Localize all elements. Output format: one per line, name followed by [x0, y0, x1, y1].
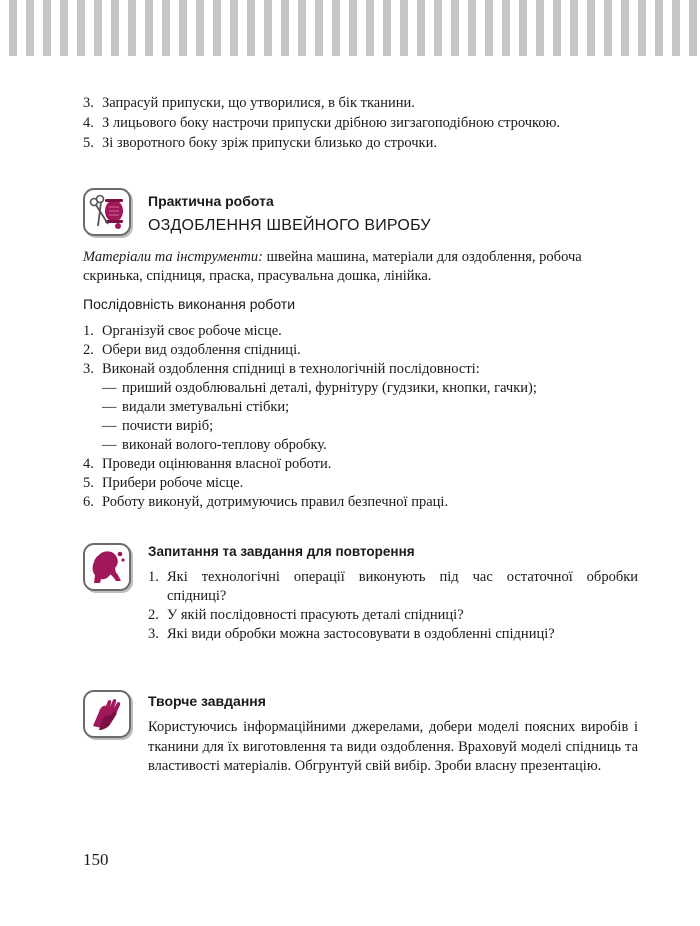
- question-item: 2. У якій послідовності прасують деталі спідниці?: [148, 607, 464, 623]
- sub-list-item: — видали зметувальні стібки;: [102, 399, 290, 415]
- creative-text: Користуючись інформаційними джерелами, добери моделі поясних виробів і тканини для їх виготовлення та види оздоблення. Враховуй моделі спідниць та властивості матеріалів. Обгрунтуй свій вибір. Зроби власну презентацію.: [148, 719, 638, 774]
- decorative-header-stripes: [0, 0, 700, 56]
- page-number: 150: [83, 850, 109, 869]
- list-item: 3. Виконай оздоблення спідниці в технологічній послідовності:: [83, 361, 480, 377]
- list-item: 2. Обери вид оздоблення спідниці.: [83, 342, 301, 358]
- sub-list-item: — приший оздоблювальні деталі, фурнітуру (гудзики, кнопки, гачки);: [102, 380, 537, 396]
- sub-list-item: — почисти виріб;: [102, 418, 214, 434]
- creative-hands-icon: [83, 690, 131, 738]
- section-title: ОЗДОБЛЕННЯ ШВЕЙНОГО ВИРОБУ: [148, 217, 431, 234]
- section-label: Практична робота: [148, 193, 274, 209]
- list-item: 4. Проведи оцінювання власної роботи.: [83, 456, 332, 472]
- thinking-person-icon: [83, 543, 131, 591]
- sequence-title: Послідовність виконання роботи: [83, 296, 296, 312]
- question-item-cont: спідниці?: [167, 588, 227, 604]
- list-item: 3. Запрасуй припуски, що утворилися, в бік тканини.: [83, 95, 415, 111]
- list-item: 5. Зі зворотного боку зріж припуски близько до строчки.: [83, 135, 437, 151]
- question-item: 3. Які види обробки можна застосовувати в оздобленні спідниці?: [148, 626, 555, 642]
- sub-list-item: — виконай волого-теплову обробку.: [102, 437, 327, 453]
- materials-paragraph-cont: скринька, спідниця, праска, прасувальна дошка, лінійка.: [83, 268, 432, 284]
- question-item: 1. Які технологічні операції виконують під час остаточної обробки: [148, 569, 638, 585]
- questions-title: Запитання та завдання для повторення: [148, 544, 415, 559]
- list-item: 6. Роботу виконуй, дотримуючись правил безпечної праці.: [83, 494, 449, 510]
- sewing-tools-icon: [83, 188, 131, 236]
- list-item: 5. Прибери робоче місце.: [83, 475, 244, 491]
- list-item: 4. З лицьового боку настрочи припуски дрібною зигзагоподібною строчкою.: [83, 115, 561, 131]
- materials-paragraph: Матеріали та інструменти: швейна машина, матеріали для оздоблення, робоча: [83, 249, 582, 265]
- creative-title: Творче завдання: [148, 693, 266, 709]
- list-item: 1. Організуй своє робоче місце.: [83, 323, 282, 339]
